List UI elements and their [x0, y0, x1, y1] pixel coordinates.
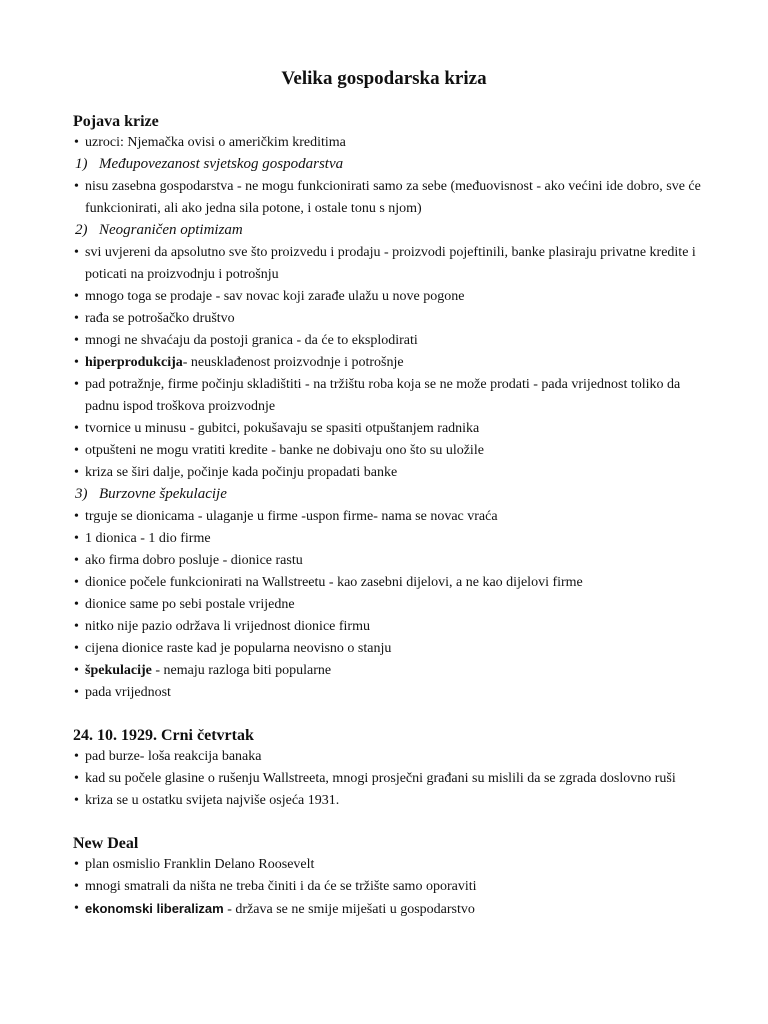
list-item: • pad burze- loša reakcija banaka [73, 746, 713, 768]
list-item: • dionice same po sebi postale vrijedne [73, 594, 713, 616]
section-heading-new-deal: New Deal [73, 835, 139, 852]
list-item: • kriza se širi dalje, počinje kada počinju propadati banke [73, 462, 713, 484]
intro-list [73, 132, 713, 154]
list-item: • mnogo toga se prodaje - sav novac koji zarađe ulažu u nove pogone [73, 286, 713, 308]
bullet-list-1 [73, 176, 713, 220]
list-item: • dionice počele funkcionirati na Wallstreetu - kao zasebni dijelovi, a ne kao dijelovi firme [73, 572, 713, 594]
numbered-heading-1 [73, 154, 713, 176]
list-item: • nitko nije pazio održava li vrijednost dionice firmu [73, 616, 713, 638]
list-item: • otpušteni ne mogu vratiti kredite - banke ne dobivaju ono što su uložile [73, 440, 713, 462]
list-item: • mnogi ne shvaćaju da postoji granica - da će to eksplodirati [73, 330, 713, 352]
heading-number: 1) [75, 156, 88, 172]
term-description: - država se ne smije miješati u gospodarstvo [223, 902, 475, 917]
list-item: • mnogi smatrali da ništa ne treba činiti i da će se tržište samo oporaviti [73, 876, 713, 898]
list-item: • cijena dionice raste kad je popularna neovisno o stanju [73, 638, 713, 660]
heading-text: Međupovezanost svjetskog gospodarstva [99, 156, 344, 172]
heading-number: 2) [75, 222, 88, 238]
list-item: • 1 dionica - 1 dio firme [73, 528, 713, 550]
list-item: • nisu zasebna gospodarstva - ne mogu funkcionirati samo za sebe (međuovisnost - ako većini ide dobro, sve će funkcionirati, ali ako jedna sila potone, i ostale tonu s njom) [73, 176, 713, 220]
section-heading-crni-cetvrtak: 24. 10. 1929. Crni četvrtak [73, 727, 254, 744]
term-description: - nemaju razloga biti popularne [151, 663, 332, 678]
bold-term: ekonomski liberalizam [85, 901, 224, 916]
list-item-ekonomski-liberalizam [73, 898, 713, 921]
list-item-hiperprodukcija [73, 352, 713, 374]
numbered-heading-2 [73, 220, 713, 242]
bullet-list-2 [73, 242, 713, 484]
heading-text: Burzovne špekulacije [99, 486, 227, 502]
term-description: - neusklađenost proizvodnje i potrošnje [182, 355, 404, 370]
list-item: • trguje se dionicama - ulaganje u firme -uspon firme- nama se novac vraća [73, 506, 713, 528]
list-item: • ako firma dobro posluje - dionice rastu [73, 550, 713, 572]
bold-term: hiperprodukcija [85, 355, 183, 370]
list-item: • pada vrijednost [73, 682, 713, 704]
bold-term: špekulacije [85, 663, 152, 678]
bullet-list-4 [73, 746, 713, 812]
heading-text: Neograničen optimizam [99, 222, 243, 238]
list-item: • uzroci: Njemačka ovisi o američkim kreditima [73, 132, 713, 154]
list-item: • kriza se u ostatku svijeta najviše osjeća 1931. [73, 790, 713, 812]
list-item-spekulacije [73, 660, 713, 682]
list-item: • svi uvjereni da apsolutno sve što proizvedu i prodaju - proizvodi pojeftinili, banke plasiraju privatne kredite i poticati na proizvodnju i potrošnju [73, 242, 713, 286]
list-item: • tvornice u minusu - gubitci, pokušavaju se spasiti otpuštanjem radnika [73, 418, 713, 440]
spacer [73, 812, 713, 834]
list-item: • plan osmislio Franklin Delano Roosevelt [73, 854, 713, 876]
list-item: • rađa se potrošačko društvo [73, 308, 713, 330]
spacer [73, 704, 713, 726]
bullet-list-5 [73, 854, 713, 921]
section-heading-pojava-krize: Pojava krize [73, 113, 159, 130]
document-body [73, 112, 713, 921]
document-title: Velika gospodarska kriza [281, 68, 487, 89]
list-item: • kad su počele glasine o rušenju Wallstreeta, mnogi prosječni građani su mislili da se zgrada doslovno ruši [73, 768, 713, 790]
numbered-heading-3 [73, 484, 713, 506]
heading-number: 3) [75, 486, 88, 502]
list-item: • pad potražnje, firme počinju skladištiti - na tržištu roba koja se ne može prodati - pada vrijednost toliko da padnu ispod troškova proizvodnje [73, 374, 713, 418]
bullet-list-3 [73, 506, 713, 704]
